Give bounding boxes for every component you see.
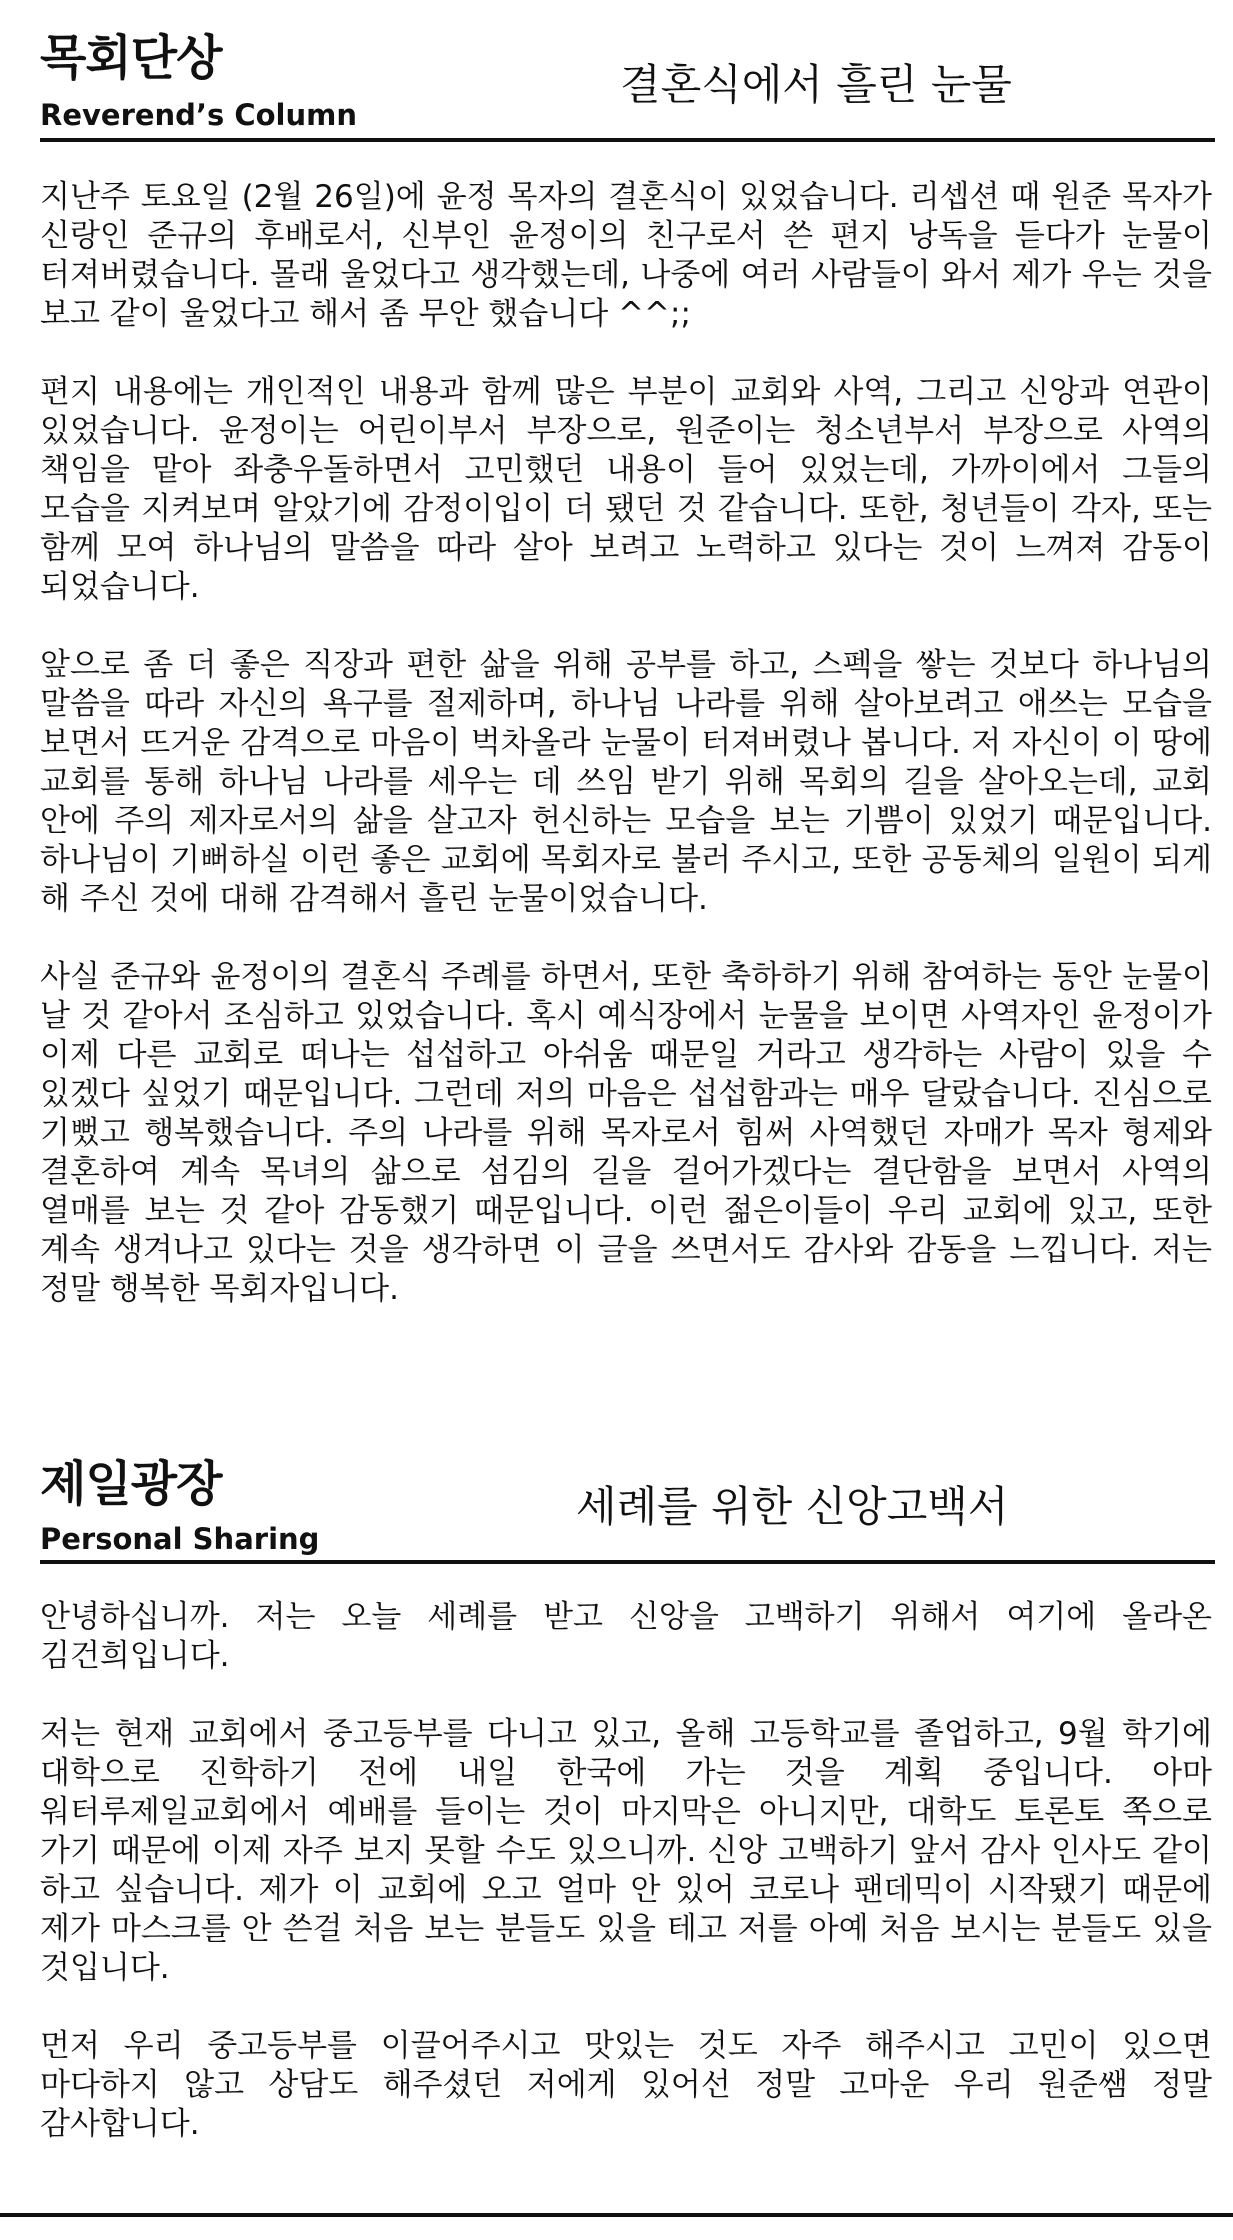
paragraph: 편지 내용에는 개인적인 내용과 함께 많은 부분이 교회와 사역, 그리고 신앙과 연관이 있었습니다. 윤정이는 어린이부서 부장으로, 원준이는 청소년부서 부장으로 사역의 책임을 맡아 좌충우돌하면서 고민했던 내용이 들어 있었는데, 가까이에서 그들의 모습을 지켜보며 알았기에 감정이입이 더 됐던 것 같습니다. 또한, 청년들이 각자, 또는 함께 모여 하나님의 말씀을 따라 살아 보려고 노력하고 있다는 것이 느껴져 감동이 되었습니다. [40, 374, 1212, 605]
section-header-reverend [40, 20, 1215, 142]
article-title: 결혼식에서 흘린 눈물 [620, 60, 1012, 109]
paragraph: 사실 준규와 윤정이의 결혼식 주례를 하면서, 또한 축하하기 위해 참여하는 동안 눈물이 날 것 같아서 조심하고 있었습니다. 혹시 예식장에서 눈물을 보이면 사역자인 윤정이가 이제 다른 교회로 떠나는 섭섭하고 아쉬움 때문일 거라고 생각하는 사람이 있을 수 있겠다 싶었기 때문입니다. 그런데 저의 마음은 섭섭함과는 매우 달랐습니다. 진심으로 기뻤고 행복했습니다. 주의 나라를 위해 목자로서 힘써 사역했던 자매가 목자 형제와 결혼하여 계속 목녀의 삶으로 섬김의 길을 걸어가겠다는 결단함을 보면서 사역의 열매를 보는 것 같아 감동했기 때문입니다. 이런 젊은이들이 우리 교회에 있고, 또한 계속 생겨나고 있다는 것을 생각하면 이 글을 쓰면서도 감사와 감동을 느낍니다. 저는 정말 행복한 목회자입니다. [40, 959, 1212, 1307]
section-heading: 제일광장 [40, 1456, 222, 1512]
paragraph: 지난주 토요일 (2월 26일)에 윤정 목자의 결혼식이 있었습니다. 리셉션 때 원준 목자가 신랑인 준규의 후배로서, 신부인 윤정이의 친구로서 쓴 편지 낭독을 듣다가 눈물이 터져버렸습니다. 몰래 울었다고 생각했는데, 나중에 여러 사람들이 와서 제가 우는 것을 보고 같이 울었다고 해서 좀 무안 했습니다 ^^;; [40, 179, 1212, 332]
bottom-divider [0, 2213, 1233, 2217]
paragraph: 안녕하십니까. 저는 오늘 세례를 받고 신앙을 고백하기 위해서 여기에 올라온 김건희입니다. [40, 1599, 1212, 1674]
article-body-personal-sharing [40, 1598, 1212, 2144]
paragraph: 먼저 우리 중고등부를 이끌어주시고 맛있는 것도 자주 해주시고 고민이 있으면 마다하지 않고 상담도 해주셨던 저에게 있어선 정말 고마운 우리 원준쌤 정말 감사합니다. [40, 2028, 1212, 2142]
paragraph: 앞으로 좀 더 좋은 직장과 편한 삶을 위해 공부를 하고, 스펙을 쌓는 것보다 하나님의 말씀을 따라 자신의 욕구를 절제하며, 하나님 나라를 위해 살아보려고 애쓰는 모습을 보면서 뜨거운 감격으로 마음이 벅차올라 눈물이 터져버렸나 봅니다. 저 자신이 이 땅에 교회를 통해 하나님 나라를 세우는 데 쓰임 받기 위해 목회의 길을 살아오는데, 교회 안에 주의 제자로서의 삶을 살고자 헌신하는 모습을 보는 기쁨이 있었기 때문입니다. 하나님이 기뻐하실 이런 좋은 교회에 목회자로 불러 주시고, 또한 공동체의 일원이 되게 해 주신 것에 대해 감격해서 흘린 눈물이었습니다. [40, 647, 1212, 917]
section-header-personal-sharing [40, 1448, 1215, 1564]
article-body-reverend [40, 178, 1212, 1309]
section-subheading: Reverend’s Column [40, 98, 357, 132]
section-subheading: Personal Sharing [40, 1522, 320, 1556]
article-title: 세례를 위한 신앙고백서 [576, 1482, 1009, 1531]
section-heading: 목회단상 [40, 30, 222, 86]
paragraph: 저는 현재 교회에서 중고등부를 다니고 있고, 올해 고등학교를 졸업하고, 9월 학기에 대학으로 진학하기 전에 내일 한국에 가는 것을 계획 중입니다. 아마 워터루제일교회에서 예배를 들이는 것이 마지막은 아니지만, 대학도 토론토 쪽으로 가기 때문에 이제 자주 보지 못할 수도 있으니까. 신앙 고백하기 앞서 감사 인사도 같이 하고 싶습니다. 제가 이 교회에 오고 얼마 안 있어 코로나 팬데믹이 시작됐기 때문에 제가 마스크를 안 쓴걸 처음 보는 분들도 있을 테고 저를 아예 처음 보시는 분들도 있을 것입니다. [40, 1716, 1212, 1986]
